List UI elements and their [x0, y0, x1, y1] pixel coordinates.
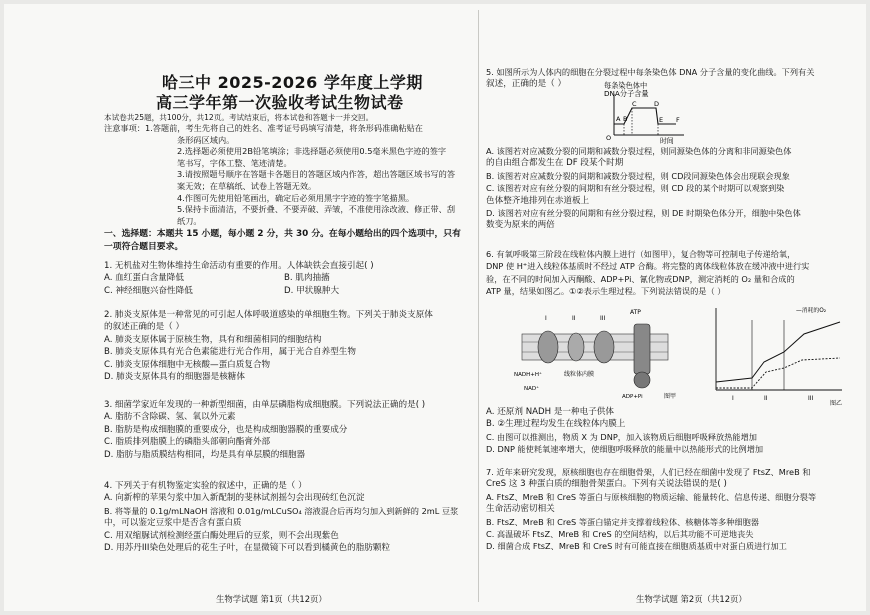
option-d[interactable]: D. 细菌合成 FtsZ、MreB 和 CreS 时有可能直接在细胞质基质中对蛋白质进行加工 [486, 541, 787, 552]
question-3 [104, 399, 474, 461]
option-d[interactable]: D. 脂肪与脂质膜结构相同，均是具有单层膜的细胞器 [104, 449, 306, 460]
graph-title: 每条染色体中 [604, 81, 648, 90]
notice-line: 笔书写，字体工整、笔迹清楚。 [177, 157, 292, 168]
section-heading [104, 228, 474, 254]
question-stem: ATP 量，结果如图乙。①②表示生理过程。下列说法错误的是（ ） [486, 286, 726, 297]
option-a[interactable]: A. 该图若对应减数分裂的同期和减数分裂过程，则同源染色体的分离和非同源染色体 [486, 146, 792, 156]
period-label: II [764, 395, 768, 402]
option-a[interactable]: A. 血红蛋白含量降低 [104, 273, 184, 284]
question-6-options [486, 406, 862, 456]
question-2 [104, 309, 474, 383]
notice-line: 5.保持卡面清洁，不要折叠、不要弄破、弄皱，不准使用涂改液、修正带、刮 [177, 204, 456, 215]
option-c[interactable]: C. 肺炎支原体细胞中无核酸—蛋白质复合物 [104, 359, 271, 370]
option-b[interactable]: B. 将等量的 0.1g/mLNaOH 溶液和 0.01g/mLCuSO₄ 溶液混合后再均匀加入到新鲜的 2mL 豆浆 [104, 505, 459, 516]
stage-label: I [545, 315, 547, 322]
question-stem: 的叙述正确的是（ ） [104, 322, 185, 333]
question-stem: 叙述，正确的是（ ） [486, 79, 567, 90]
option-d[interactable]: D. 用苏丹III染色处理后的花生子叶，在显微镜下可以看到橘黄色的脂肪颗粒 [104, 543, 391, 554]
adp-label: ADP+Pi [622, 394, 643, 400]
stage-label: II [572, 315, 576, 322]
nadh-label: NADH+H⁺ [514, 372, 542, 378]
option-c[interactable]: C. 脂质排列脂膜上的磷脂头部朝向酯膏外部 [104, 437, 271, 448]
membrane-label: 线粒体内膜 [564, 371, 595, 378]
option-b[interactable]: B. ②生理过程均发生在线粒体内膜上 [486, 419, 626, 430]
point-label: D [654, 100, 660, 108]
question-5-options [486, 145, 862, 232]
nad-label: NAD⁺ [524, 386, 540, 392]
option-b[interactable]: B. 肺炎支原体具有光合色素能进行光合作用，属于光合自养型生物 [104, 347, 356, 358]
notice-line: 纸刀。 [177, 215, 202, 226]
notice-line: 4.作图可先使用铅笔画出，确定后必须用黑字字迹的签字笔描黑。 [177, 192, 415, 203]
option-b[interactable]: B. 肌肉抽搐 [284, 273, 330, 284]
q5-graph [596, 80, 706, 144]
option-c-cont: 色体整齐地排列在赤道板上 [486, 195, 590, 206]
option-a[interactable]: A. 还原剂 NADH 是一种电子供体 [486, 407, 614, 417]
option-a[interactable]: A. 向新榨的苹果匀浆中加入新配制的斐林试剂摇匀会出现砖红色沉淀 [104, 493, 365, 504]
question-stem: 4. 下列关于有机物鉴定实验的叙述中，正确的是（ ） [104, 481, 307, 491]
atp-curve [716, 358, 840, 388]
period-label: III [808, 395, 814, 402]
complex-3 [594, 331, 614, 363]
atp-synthase-head [634, 372, 650, 388]
point-label: F [676, 116, 680, 124]
option-b[interactable]: B. 该图若对应减数分裂的间期和减数分裂过程，则 CD段同源染色体会出现联会现象 [486, 170, 790, 181]
complex-1 [538, 331, 558, 363]
notice-line: 3.请按照题号顺序在答题卡各题目的答题区域内作答，超出答题区域书写的答 [177, 169, 456, 180]
atp-label: ATP [630, 309, 641, 316]
option-a-cont: 生命活动密切相关 [486, 504, 555, 515]
question-stem: 2. 肺炎支原体是一种常见的可引起人体呼吸道感染的单细胞生物。下列关于肺炎支原体 [104, 310, 433, 320]
option-a[interactable]: A. 脂肪不含除碳、氢、氧以外元素 [104, 412, 236, 423]
option-d-cont: 数变为原来的两倍 [486, 220, 555, 231]
page-footer-left: 生物学试题 第1页（共12页） [216, 594, 327, 604]
question-stem: CreS 这 3 种蛋白质的细胞骨架蛋白。下列有关说法错误的是( ) [486, 479, 727, 490]
option-c[interactable]: C. 高温破坏 FtsZ、MreB 和 CreS 的空间结构，以后其功能不可逆地丧失 [486, 529, 754, 540]
option-d[interactable]: D. DNP 能使耗氧速率增大，使细胞呼吸释放的能量中以热能形式的比例增加 [486, 444, 764, 455]
question-4 [104, 480, 476, 554]
page-divider [478, 10, 479, 602]
question-7 [486, 466, 864, 553]
question-stem: 6. 有氧呼吸第三阶段在线粒体内膜上进行（如图甲），复合物等可控制电子传递给氧， [486, 249, 796, 259]
question-stem: 验，在不同的时间加入丙酮酸、ADP+Pi、氰化物或DNP，测定消耗的 O₂ 量和合成的 [486, 273, 795, 284]
question-6 [486, 248, 862, 298]
question-stem: 3. 细菌学家近年发现的一种新型细菌，由单层磷脂构成细胞膜。下列说法正确的是( ) [104, 400, 426, 410]
option-d[interactable]: D. 该图若对应有丝分裂的间期和有丝分裂过程，则 DE 时期染色体分开，细胞中染色体 [486, 208, 801, 219]
option-a-cont: 的自由组合都发生在 DF 段某个时期 [486, 158, 624, 169]
option-c[interactable]: C. 由图可以推测出，物质 X 为 DNP，加入该物质后细胞呼吸释放热能增加 [486, 431, 757, 442]
notice-block [104, 112, 474, 227]
point-label: E [659, 116, 664, 124]
question-stem: 7. 近年来研究发现，原核细胞也存在细胞骨架，人们已经在细菌中发现了 FtsZ、MreB 和 [486, 467, 811, 477]
option-d[interactable]: D. 肺炎支原体具有的细胞器是核糖体 [104, 372, 245, 383]
notice-line: 2.选择题必须使用2B铅笔填涂；非选择题必须使用0.5毫米黑色字迹的签字 [177, 146, 447, 157]
figure-a-caption: 图甲 [664, 393, 677, 400]
x-axis-label: 时间 [660, 137, 674, 145]
question-stem: 1. 无机盐对生物体维持生命活动有重要的作用。人体缺铁会直接引起( ) [104, 261, 374, 271]
option-c[interactable]: C. 用双缩脲试剂检测经蛋白酶处理后的豆浆，则不会出现紫色 [104, 530, 339, 541]
question-1 [104, 260, 474, 297]
notice-line: 案无效；在草稿纸、试卷上答题无效。 [177, 180, 317, 191]
option-a[interactable]: A. 肺炎支原体属于原核生物，具有和细菌相同的细胞结构 [104, 334, 322, 345]
option-c[interactable]: C. 该图若对应有丝分裂的间期和有丝分裂过程，则 CD 段的某个时期可以观察到染 [486, 183, 785, 194]
page-footer-right: 生物学试题 第2页（共12页） [636, 594, 747, 604]
section-line: 一项符合题目要求。 [104, 242, 184, 252]
point-label: C [632, 100, 637, 108]
atp-synthase [634, 324, 650, 374]
option-a[interactable]: A. FtsZ、MreB 和 CreS 等蛋白与原核细胞的物质运输、能量转化、信息传递、细胞分裂等 [486, 491, 817, 502]
o2-curve [716, 322, 840, 382]
option-d[interactable]: D. 甲状腺肿大 [284, 285, 340, 296]
period-label: I [732, 395, 734, 402]
notice-line: 条形码区域内。 [177, 134, 235, 145]
exam-sheet [4, 4, 866, 611]
stage-label: III [600, 315, 606, 322]
option-b[interactable]: B. FtsZ、MreB 和 CreS 等蛋白锚定并支撑着线粒体、核糖体等多种细胞器 [486, 516, 759, 527]
q6-figure-b [704, 302, 854, 406]
graph-title: DNA分子含量 [604, 89, 649, 98]
notice-line: 注意事项：1.答题前，考生先将自己的姓名、准考证号码填写清楚，将条形码准确粘贴在 [104, 123, 423, 133]
exam-title: 高三学年第一次验收考试生物试卷 [156, 93, 404, 112]
question-stem: 5. 如图所示为人体内的细胞在分裂过程中每条染色体 DNA 分子含量的变化曲线。下列有关 [486, 67, 815, 77]
notice-line: 本试卷共25题，共100分，共12页。考试结束后，将本试卷和答题卡一并交回。 [104, 113, 374, 122]
legend-label: —消耗的O₂ [796, 308, 827, 314]
figure-b-caption: 图乙 [830, 400, 843, 407]
option-c[interactable]: C. 神经细胞兴奋性降低 [104, 285, 193, 296]
q6-figure-a [514, 304, 677, 400]
question-stem: DNP 使 H⁺进入线粒体基质时不经过 ATP 合酶。将完整的离体线粒体放在缓冲液中进行实 [486, 261, 810, 272]
origin-label: O [606, 134, 612, 142]
point-label: B [623, 115, 628, 123]
complex-2 [568, 333, 584, 361]
option-b[interactable]: B. 脂肪是构成细胞膜的重要成分，也是构成细胞器膜的重要成分 [104, 424, 348, 435]
option-b-cont: 中，可以鉴定豆浆中是否含有蛋白质 [104, 518, 242, 529]
point-label: A [616, 115, 621, 123]
section-line: 一、选择题：本题共 15 小题，每小题 2 分，共 30 分。在每小题给出的四个选项中，只有 [104, 229, 461, 239]
school-title: 哈三中 2025-2026 学年度上学期 [162, 73, 423, 92]
